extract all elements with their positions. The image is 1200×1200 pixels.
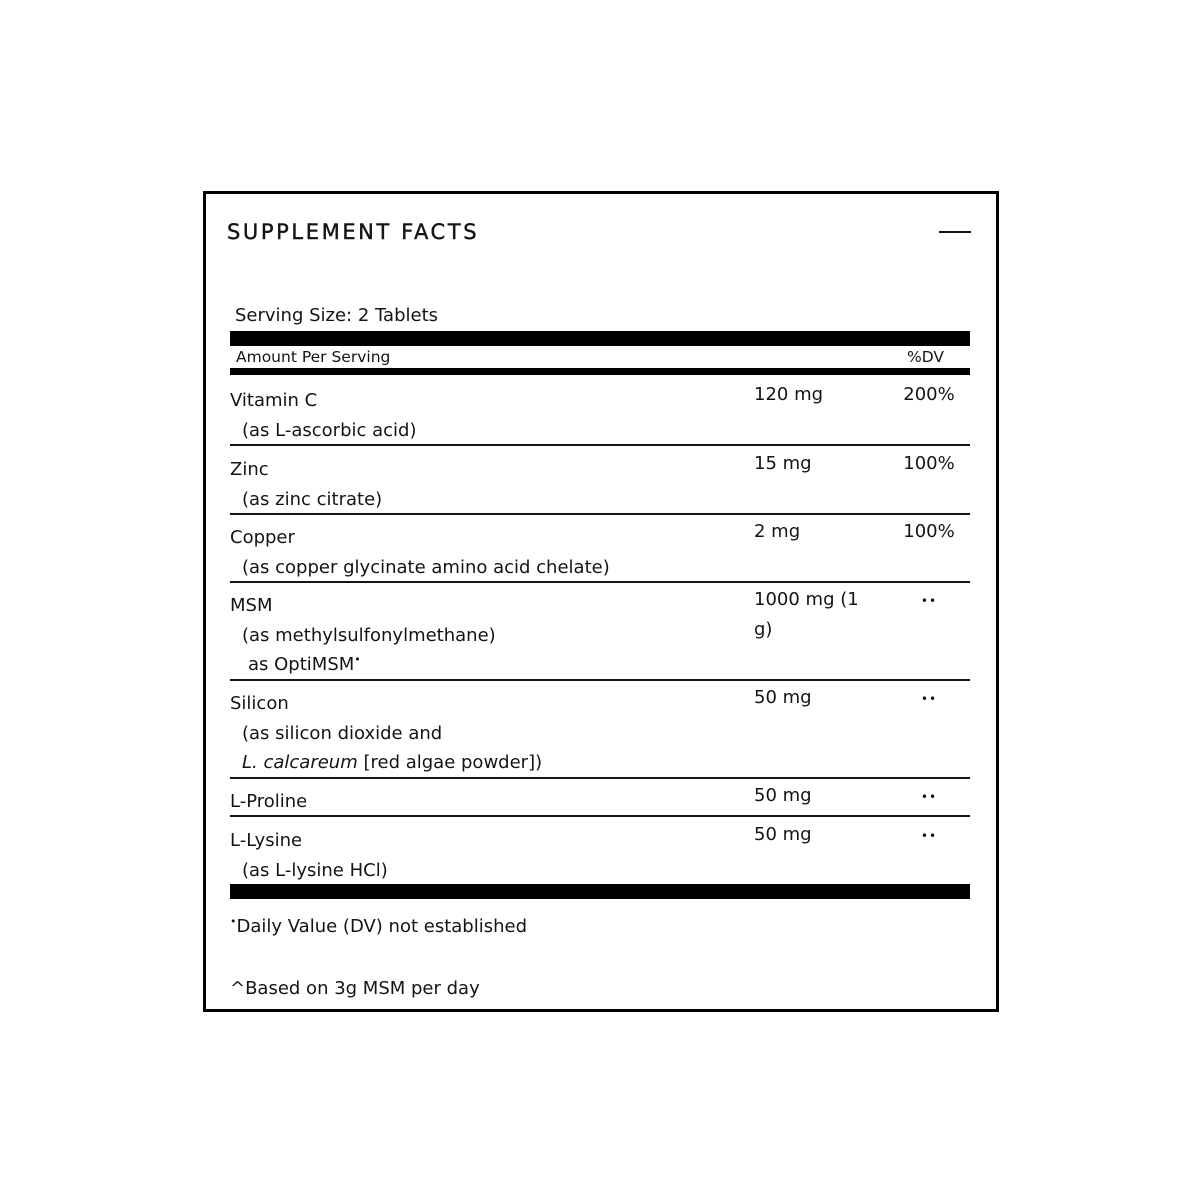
nutrient-source: (as L-ascorbic acid) [242,419,417,441]
nutrient-name-block [230,455,740,514]
nutrient-amount: 50 mg [754,824,812,845]
column-header-dv: %DV [907,348,944,366]
brand-name: as OptiMSM [248,654,355,675]
nutrient-source: (as L-lysine HCl) [242,859,388,881]
divider-thick-top [230,331,970,346]
nutrient-row-zinc [230,455,970,515]
nutrient-source-cont [230,748,740,778]
nutrient-dv-not-established: •• [920,829,938,843]
nutrient-dv: 100% [903,453,955,474]
nutrient-name-block [230,386,740,445]
nutrient-source-brand [230,650,740,680]
nutrient-dv: 200% [903,384,955,405]
nutrient-name: L-Proline [230,791,308,812]
nutrient-amount: 2 mg [754,521,801,542]
footnote-marker: • [230,915,237,928]
nutrient-row-msm [230,591,970,681]
nutrient-row-vitamin-c [230,386,970,446]
nutrient-source: (as silicon dioxide and [242,722,443,744]
nutrient-name: L-Lysine [230,830,303,851]
nutrient-amount: 1000 mg (1 g) [754,589,859,640]
divider-thick-bottom [230,884,970,899]
panel-title: SUPPLEMENT FACTS [227,220,480,244]
nutrient-name-block [230,826,740,885]
serving-size: Serving Size: 2 Tablets [235,305,439,326]
footnote-marker: • [354,653,361,666]
nutrient-name: Copper [230,527,295,548]
species-desc: [red algae powder]) [357,752,543,773]
nutrient-dv-not-established: •• [920,790,938,804]
nutrient-row-copper [230,523,970,583]
supplement-facts-panel [203,191,999,1012]
nutrient-row-silicon [230,689,970,779]
nutrient-name: Silicon [230,693,289,714]
footnote-dv-text: Daily Value (DV) not established [236,916,527,937]
minus-icon [939,231,971,233]
collapse-button[interactable] [939,228,971,242]
footnote-dv [230,916,527,937]
nutrient-name: Vitamin C [230,390,318,411]
nutrient-name-block [230,787,740,817]
nutrient-source: (as zinc citrate) [242,488,383,510]
nutrient-name-block [230,591,740,680]
nutrient-amount: 120 mg [754,384,824,405]
nutrient-dv-not-established: •• [920,594,938,608]
nutrient-source: (as methylsulfonylmethane) [242,624,496,646]
nutrient-row-l-lysine [230,826,970,884]
nutrient-source: (as copper glycinate amino acid chelate) [242,556,610,578]
column-header-amount: Amount Per Serving [236,348,391,366]
nutrient-amount: 50 mg [754,687,812,708]
nutrient-dv-not-established: •• [920,692,938,706]
nutrient-name: Zinc [230,459,269,480]
nutrient-dv: 100% [903,521,955,542]
species-name: L. calcareum [242,752,358,773]
nutrient-name-block [230,689,740,778]
nutrient-name: MSM [230,595,273,616]
footnote-msm: ^Based on 3g MSM per day [230,978,480,999]
nutrient-amount: 50 mg [754,785,812,806]
nutrient-row-l-proline [230,787,970,817]
nutrient-name-block [230,523,740,582]
divider-medium [230,368,970,375]
nutrient-amount: 15 mg [754,453,812,474]
